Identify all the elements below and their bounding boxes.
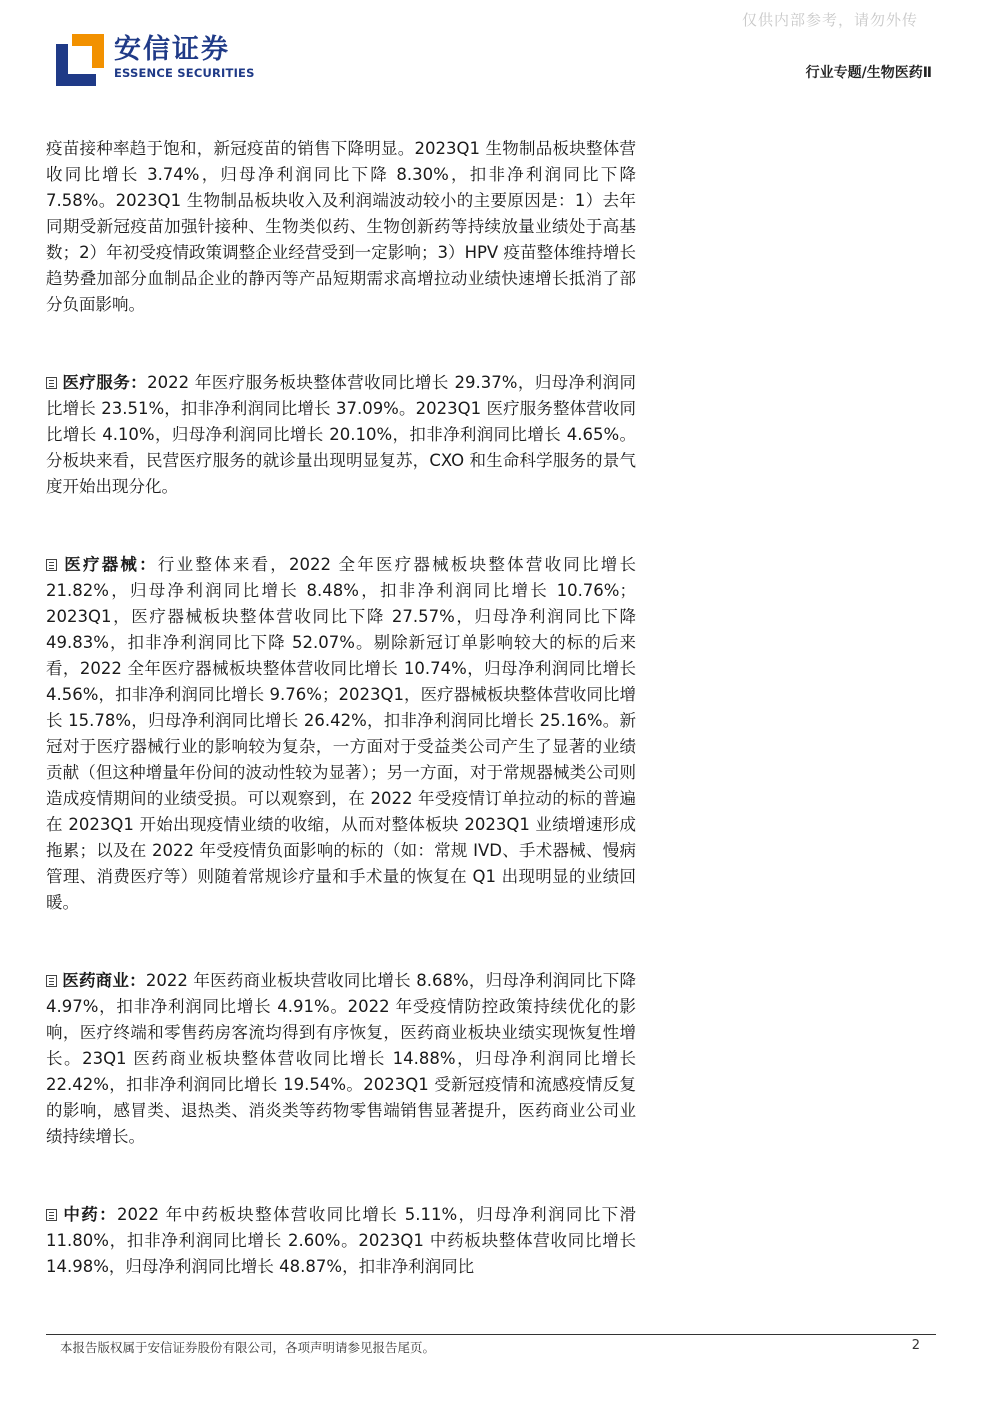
logo-english-name: ESSENCE SECURITIES bbox=[114, 66, 255, 80]
paragraph-text: 2022 年医药商业板块营收同比增长 8.68%，归母净利润同比下降 4.97%，扣非净利润同比增长 4.91%。2022 年受疫情防控政策持续优化的影响，医疗终端和零售药房客流均得到有序恢复，医药商业板块业绩实现恢复性增长。23Q1 医药商业板块整体营收同比增长 14.88%，归母净利润同比增长 22.42%，扣非净利润同比增长 19.54%。2023Q1 受新冠疫情和流感疫情反复的影响，感冒类、退热类、消炎类等药物零售端销售显著提升，医药商业公司业绩持续增长。 bbox=[46, 971, 636, 1146]
essence-logo-icon bbox=[56, 34, 104, 86]
section-label: 医药商业： bbox=[62, 971, 146, 990]
paragraph-pharma-commerce bbox=[46, 968, 636, 1150]
paragraph-text: 疫苗接种率趋于饱和，新冠疫苗的销售下降明显。2023Q1 生物制品板块整体营收同比增长 3.74%，归母净利润同比下降 8.30%，扣非净利润同比下降 7.58%。2023Q1 生物制品板块收入及利润端波动较小的主要原因是：1）去年同期受新冠疫苗加强针接种、生物类似药、生物创新药等持续放量业绩处于高基数；2）年初受疫情政策调整企业经营受到一定影响；3）HPV 疫苗整体维持增长趋势叠加部分血制品企业的静丙等产品短期需求高增拉动业绩快速增长抵消了部分负面影响。 bbox=[46, 139, 636, 314]
section-label: 医疗服务： bbox=[62, 373, 148, 392]
watermark: 仅供内部参考，请勿外传 bbox=[741, 11, 918, 29]
paragraph-biologics bbox=[46, 136, 636, 318]
footer-disclaimer: 本报告版权属于安信证券股份有限公司，各项声明请参见报告尾页。 bbox=[60, 1340, 436, 1355]
page-number: 2 bbox=[911, 1338, 920, 1353]
paragraph-tcm bbox=[46, 1202, 636, 1280]
paragraph-text: 2022 年医疗服务板块整体营收同比增长 29.37%，归母净利润同比增长 23.51%，扣非净利润同比增长 37.09%。2023Q1 医疗服务整体营收同比增长 4.10%，归母净利润同比增长 20.10%，扣非净利润同比增长 4.65%。分板块来看，民营医疗服务的就诊量出现明显复苏，CXO 和生命科学服务的景气度开始出现分化。 bbox=[46, 373, 636, 496]
company-logo bbox=[56, 34, 255, 86]
paragraph-medical-devices bbox=[46, 552, 636, 916]
bullet-list-icon bbox=[46, 559, 57, 571]
section-label: 中药： bbox=[62, 1205, 118, 1224]
bullet-list-icon bbox=[46, 1209, 57, 1221]
report-category: 行业专题/生物医药Ⅱ bbox=[805, 65, 932, 81]
bullet-list-icon bbox=[46, 377, 57, 389]
paragraph-text: 2022 年中药板块整体营收同比增长 5.11%，归母净利润同比下滑 11.80%，扣非净利润同比增长 2.60%。2023Q1 中药板块整体营收同比增长 14.98%，归母净利润同比增长 48.87%，扣非净利润同比 bbox=[46, 1205, 636, 1276]
report-body bbox=[46, 136, 636, 1280]
bullet-list-icon bbox=[46, 975, 57, 987]
paragraph-medical-services bbox=[46, 370, 636, 500]
paragraph-text: 行业整体来看，2022 全年医疗器械板块整体营收同比增长 21.82%，归母净利润同比增长 8.48%，扣非净利润同比增长 10.76%；2023Q1，医疗器械板块整体营收同比下降 27.57%，归母净利润同比下降 49.83%，扣非净利润同比下降 52.07%。剔除新冠订单影响较大的标的后来看，2022 全年医疗器械板块整体营收同比增长 10.74%，归母净利润同比增长 4.56%，扣非净利润同比增长 9.76%；2023Q1，医疗器械板块整体营收同比增长 15.78%，归母净利润同比增长 26.42%，扣非净利润同比增长 25.16%。新冠对于医疗器械行业的影响较为复杂，一方面对于受益类公司产生了显著的业绩贡献（但这种增量年份间的波动性较为显著）；另一方面，对于常规器械类公司则造成疫情期间的业绩受损。可以观察到，在 2022 年受疫情订单拉动的标的普遍在 2023Q1 开始出现疫情业绩的收缩，从而对整体板块 2023Q1 业绩增速形成拖累；以及在 2022 年受疫情负面影响的标的（如：常规 IVD、手术器械、慢病管理、消费医疗等）则随着常规诊疗量和手术量的恢复在 Q1 出现明显的业绩回暖。 bbox=[46, 555, 636, 912]
section-label: 医疗器械： bbox=[62, 555, 158, 574]
logo-chinese-name: 安信证券 bbox=[114, 34, 230, 65]
footer-divider bbox=[46, 1334, 936, 1335]
